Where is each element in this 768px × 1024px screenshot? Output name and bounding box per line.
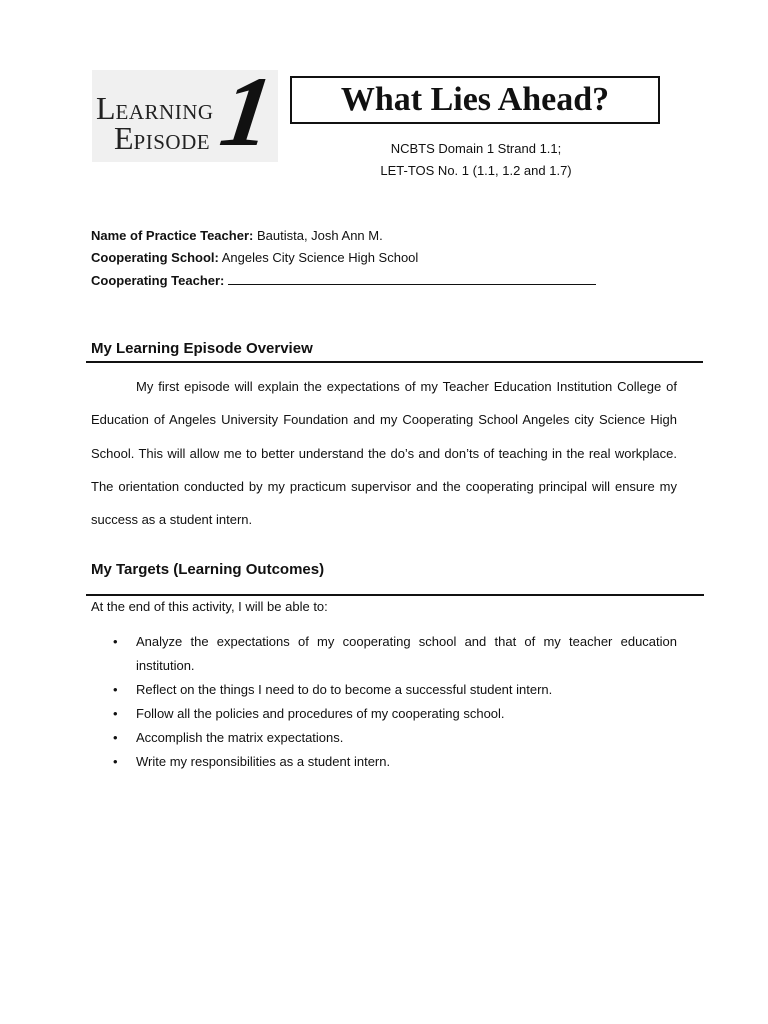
list-item: • Analyze the expectations of my cooperating school and that of my teacher education institution. <box>91 630 677 677</box>
list-item: • Accomplish the matrix expectations. <box>91 726 677 750</box>
practice-teacher-field <box>91 228 383 243</box>
list-item: • Write my responsibilities as a student intern. <box>91 750 677 774</box>
list-item: • Reflect on the things I need to do to become a successful student intern. <box>91 678 677 702</box>
cooperating-school-value: Angeles City Science High School <box>221 250 419 265</box>
standards-line-1: NCBTS Domain 1 Strand 1.1; <box>390 141 562 156</box>
logo-word-learning: LEARNING <box>96 90 214 126</box>
logo-episode-number: 1 <box>214 56 280 167</box>
list-item: • Follow all the policies and procedures of my cooperating school. <box>91 702 677 726</box>
overview-divider <box>86 361 703 363</box>
logo-word-episode: EPISODE <box>114 120 211 156</box>
overview-heading: My Learning Episode Overview <box>91 340 313 357</box>
cooperating-school-label: Cooperating School: <box>91 250 219 265</box>
cooperating-school-field <box>91 250 418 265</box>
cooperating-teacher-blank <box>228 272 596 285</box>
targets-divider <box>86 594 704 596</box>
standards-line-2: LET-TOS No. 1 (1.1, 1.2 and 1.7) <box>380 163 572 178</box>
cooperating-teacher-label: Cooperating Teacher: <box>91 273 225 288</box>
targets-heading: My Targets (Learning Outcomes) <box>91 561 325 578</box>
targets-intro: At the end of this activity, I will be able to: <box>91 599 328 614</box>
practice-teacher-label: Name of Practice Teacher: <box>91 228 254 243</box>
overview-paragraph: My first episode will explain the expectations of my Teacher Education Institution College of Education of Angeles University Foundation and my Cooperating School Angeles city Science High School. This will allow me to better understand the do’s and don’ts of teaching in the real workplace. The orientation conducted by my practicum supervisor and the cooperating principal will ensure my success as a student intern. <box>91 379 677 528</box>
practice-teacher-value: Bautista, Josh Ann M. <box>256 228 383 243</box>
cooperating-teacher-field <box>91 272 596 288</box>
learning-episode-logo <box>92 56 280 167</box>
targets-list <box>91 630 677 774</box>
page-title: What Lies Ahead? <box>290 76 660 124</box>
